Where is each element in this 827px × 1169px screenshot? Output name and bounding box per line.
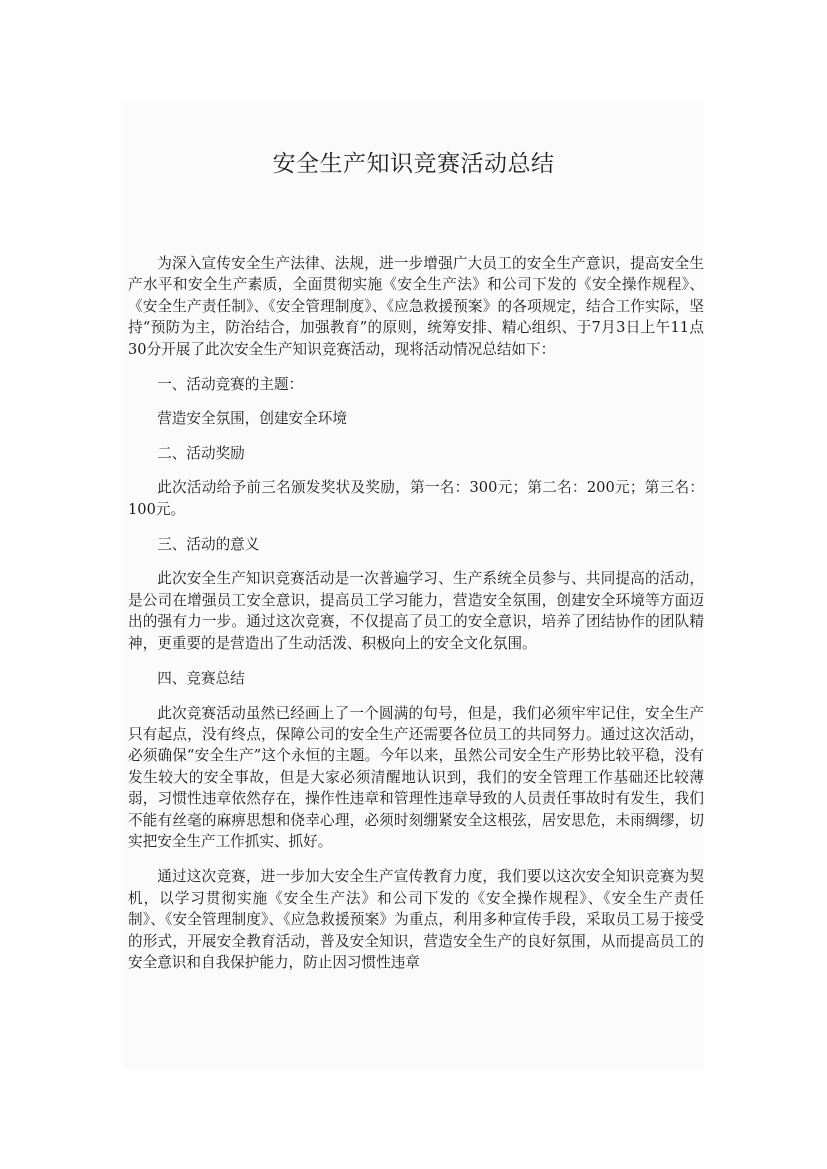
intro-paragraph: 为深入宣传安全生产法律、法规，进一步增强广大员工的安全生产意识，提高安全生产水平和安全生产素质，全面贯彻实施《安全生产法》和公司下发的《安全操作规程》、《安全生产责任制》、《安全管理制度》、《应急救援预案》的各项规定，结合工作实际，坚持“预防为主，防治结合，加强教育”的原则，统筹安排、精心组织、于7月3日上午11点30分开展了此次安全生产知识竞赛活动，现将活动情况总结如下： (128, 255, 704, 358)
rewards-paragraph: 此次活动给予前三名颁发奖状及奖励，第一名：300元；第二名：200元；第三名：100元。 (128, 479, 704, 518)
theme-paragraph: 营造安全氛围，创建安全环境 (157, 410, 347, 428)
significance-paragraph: 此次安全生产知识竞赛活动是一次普遍学习、生产系统全员参与、共同提高的活动，是公司在增强员工安全意识，提高员工学习能力，营造安全氛围，创建安全环境等方面迈出的强有力一步。通过这次竞赛，不仅提高了员工的安全意识，培养了团结协作的团队精神，更重要的是营造出了生动活泼、积极向上的安全文化氛围。 (128, 570, 704, 652)
document-body (128, 253, 704, 987)
section-heading-significance: 三、活动的意义 (157, 536, 260, 554)
section-heading-rewards: 二、活动奖励 (157, 444, 245, 462)
document-page (123, 100, 704, 1069)
section-heading-theme: 一、活动竞赛的主题： (157, 376, 304, 394)
closing-paragraph: 通过这次竞赛，进一步加大安全生产宣传教育力度，我们要以这次安全知识竞赛为契机，以学习贯彻实施《安全生产法》和公司下发的《安全操作规程》、《安全生产责任制》、《安全管理制度》、《应急救援预案》为重点，利用多种宣传手段，采取员工易于接受的形式，开展安全教育活动，普及安全知识，营造安全生产的良好氛围，从而提高员工的安全意识和自我保护能力，防止因习惯性违章 (128, 868, 704, 971)
summary-paragraph: 此次竞赛活动虽然已经画上了一个圆满的句号，但是，我们必须牢牢记住，安全生产只有起点，没有终点，保障公司的安全生产还需要各位员工的共同努力。通过这次活动，必须确保“安全生产”这个永恒的主题。今年以来，虽然公司安全生产形势比较平稳，没有发生较大的安全事故，但是大家必须清醒地认识到，我们的安全管理工作基础还比较薄弱，习惯性违章依然存在，操作性违章和管理性违章导致的人员责任事故时有发生，我们不能有丝毫的麻痹思想和侥幸心理，必须时刻绷紧安全这根弦，居安思危，未雨绸缪，切实把安全生产工作抓实、抓好。 (128, 704, 704, 850)
document-title: 安全生产知识竞赛活动总结 (272, 151, 555, 177)
section-heading-summary: 四、竞赛总结 (157, 670, 245, 688)
